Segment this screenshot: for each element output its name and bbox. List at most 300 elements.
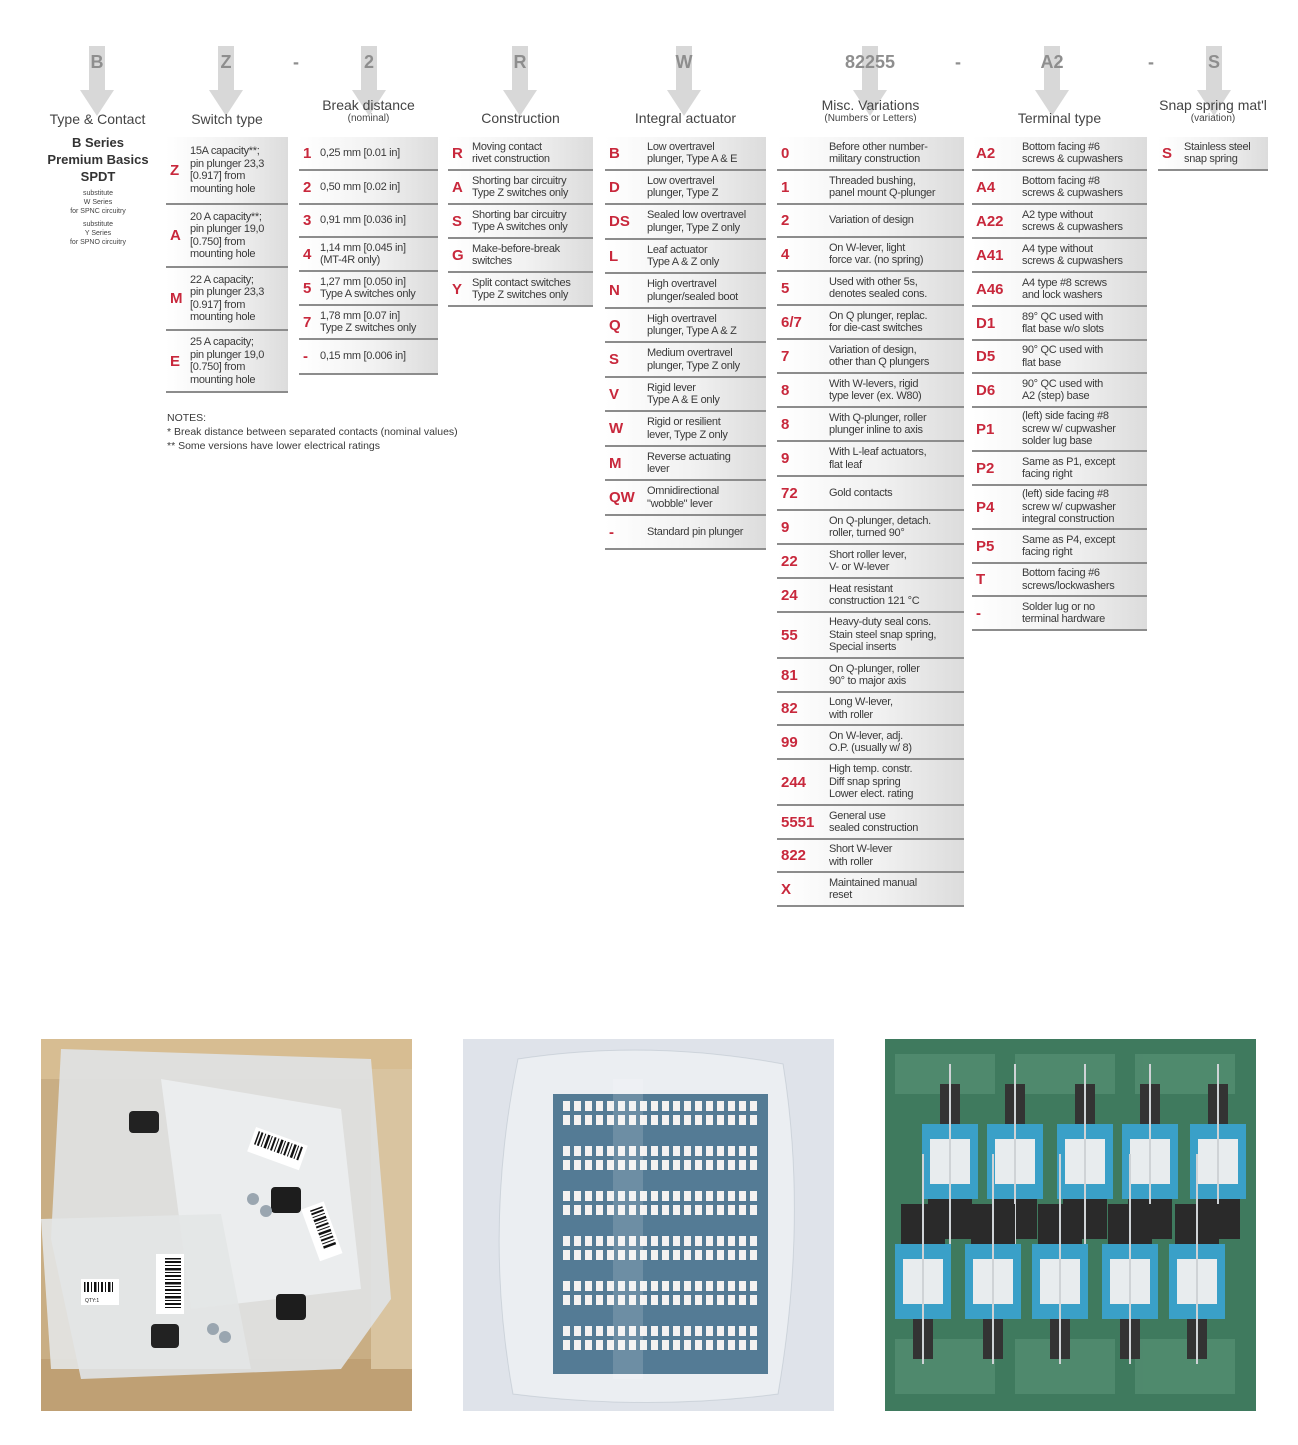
option-description <box>190 336 264 386</box>
option-description <box>829 549 906 574</box>
option-description <box>320 147 400 160</box>
col-title-integral-actuator <box>585 110 786 126</box>
option-row <box>605 309 766 343</box>
part-number-segment: Z <box>220 52 232 72</box>
part-number-separator: - <box>1148 52 1154 72</box>
option-code: Z <box>170 161 180 179</box>
description-line: General use <box>829 809 886 822</box>
description-line: Reverse actuating <box>647 450 731 463</box>
description-line: On Q plunger, replac. <box>829 309 928 322</box>
option-code: V <box>609 385 620 403</box>
option-row <box>1158 137 1268 171</box>
option-code: 24 <box>781 586 798 604</box>
description-line: 1,14 mm [0.045 in] <box>320 241 406 254</box>
description-line: 15A capacity**; <box>190 145 260 157</box>
series-line: B Series <box>71 135 125 150</box>
description-line: Gold contacts <box>829 486 893 499</box>
description-line: 1,78 mm [0.07 in] <box>320 309 400 322</box>
option-row <box>972 273 1147 307</box>
option-row <box>605 378 766 412</box>
type-contact-block <box>38 134 158 247</box>
description-line: Omnidirectional <box>647 485 719 497</box>
table-misc-variations <box>777 137 964 907</box>
description-line: [0.750] from <box>190 235 246 248</box>
option-row <box>166 268 288 331</box>
description-line: 20 A capacity**; <box>190 210 262 223</box>
description-line: Same as P4, except <box>1022 533 1116 546</box>
option-row <box>777 171 964 205</box>
description-line: Type A switches only <box>472 221 568 233</box>
description-line: reset <box>829 889 852 901</box>
description-line: mounting hole <box>190 373 256 386</box>
description-line: V- or W-lever <box>829 561 890 573</box>
option-description <box>829 175 935 200</box>
option-row <box>605 412 766 447</box>
description-line: panel mount Q-plunger <box>829 187 936 199</box>
option-description <box>320 242 406 267</box>
option-description <box>472 277 571 302</box>
description-line: 25 A capacity; <box>190 336 254 348</box>
description-line: [0.750] from <box>190 361 246 373</box>
option-code: A <box>170 227 181 244</box>
option-description <box>190 145 264 195</box>
option-description <box>647 313 737 338</box>
part-number-segment: 2 <box>363 52 374 72</box>
option-row <box>777 306 964 340</box>
table-switch-type <box>166 137 288 393</box>
option-code: 82 <box>781 700 798 717</box>
option-description <box>829 763 913 801</box>
option-row <box>448 137 593 171</box>
option-row <box>777 726 964 760</box>
description-line: Low overtravel <box>647 174 715 187</box>
option-row <box>777 840 964 873</box>
option-description <box>829 515 931 540</box>
column-title-text: Construction <box>481 110 560 126</box>
option-description <box>1022 456 1115 481</box>
option-code: A2 <box>976 144 996 162</box>
option-code: 55 <box>781 626 798 644</box>
option-row <box>166 205 288 268</box>
description-line: pin plunger 23,3 <box>190 286 265 298</box>
notes-title: NOTES: <box>167 412 207 424</box>
description-line: 1,27 mm [0.050 in] <box>320 275 406 288</box>
option-row <box>777 272 964 306</box>
photo-bagged-microswitch-tray <box>463 1039 834 1411</box>
series-line: Premium Basics <box>47 152 149 167</box>
option-description <box>320 350 406 363</box>
option-code: D1 <box>976 314 996 332</box>
part-number-segment: 82255 <box>844 52 896 72</box>
option-code: DS <box>609 213 630 230</box>
description-line: screw w/ cupwasher <box>1022 500 1116 513</box>
description-line: On Q-plunger, roller <box>829 662 920 675</box>
option-code: 9 <box>781 518 790 536</box>
description-line: A2 type without <box>1022 208 1093 221</box>
option-row <box>972 137 1147 171</box>
option-row <box>299 340 438 375</box>
part-number-segment: B <box>90 52 104 72</box>
option-description <box>320 310 416 335</box>
description-line: other than Q plungers <box>829 356 930 368</box>
option-description <box>320 181 400 194</box>
option-code: B <box>609 144 620 162</box>
description-line: High overtravel <box>647 312 717 325</box>
option-row <box>972 307 1147 341</box>
description-line: mounting hole <box>190 311 256 323</box>
notes <box>167 411 458 453</box>
description-line: pin plunger 19,0 <box>190 223 265 235</box>
option-row <box>777 238 964 272</box>
description-line: pin plunger 19,0 <box>190 348 265 361</box>
photo-limit-switches-tray <box>885 1039 1256 1411</box>
description-line: Leaf actuator <box>647 243 708 256</box>
option-description <box>1022 410 1116 448</box>
option-row <box>777 205 964 238</box>
description-line: A4 type #8 screws <box>1022 276 1107 289</box>
column-title-text: Terminal type <box>1017 110 1102 126</box>
description-line: 0,91 mm [0.036 in] <box>320 214 406 227</box>
part-number-segment: A2 <box>1040 52 1064 72</box>
description-line: snap spring <box>1184 153 1238 165</box>
substitute-line: for SPNC circuitry <box>70 208 126 215</box>
option-row <box>299 205 438 238</box>
option-code: - <box>303 348 308 365</box>
option-code: L <box>609 247 619 265</box>
description-line: roller, turned 90° <box>829 527 905 539</box>
option-row <box>972 239 1147 273</box>
option-row <box>448 239 593 273</box>
option-code: 5 <box>303 279 312 297</box>
option-description <box>1022 378 1103 403</box>
description-line: 22 A capacity; <box>190 273 254 286</box>
option-description <box>472 209 568 234</box>
description-line: "wobble" lever <box>647 497 713 510</box>
column-title-text: Misc. Variations <box>821 97 920 113</box>
option-code: 22 <box>781 552 798 570</box>
option-description <box>829 276 927 301</box>
option-row <box>777 579 964 613</box>
description-line: With Q-plunger, roller <box>829 411 927 424</box>
option-code: D6 <box>976 381 996 399</box>
substitute-line: W Series <box>83 199 113 206</box>
description-line: Type Z switches only <box>472 187 569 199</box>
option-description <box>190 211 264 261</box>
option-row <box>777 659 964 693</box>
table-integral-actuator <box>605 137 766 550</box>
option-description <box>190 274 264 324</box>
option-description <box>829 214 914 227</box>
option-description <box>829 310 927 335</box>
description-line: with roller <box>829 855 873 868</box>
description-line: screws & cupwashers <box>1022 255 1123 267</box>
part-number-segment: R <box>513 52 527 72</box>
description-line: Low overtravel <box>647 140 715 153</box>
option-row <box>777 137 964 171</box>
col-title-terminal-type <box>952 110 1167 126</box>
description-line: plunger/sealed boot <box>647 290 738 303</box>
option-row <box>605 516 766 550</box>
col-title-type-contact <box>40 111 155 127</box>
substitute-line: substitute <box>83 221 113 228</box>
option-code: W <box>609 420 624 437</box>
description-line: Short roller lever, <box>829 548 907 561</box>
option-row <box>972 564 1147 597</box>
option-row <box>605 240 766 274</box>
option-row <box>972 452 1147 486</box>
option-row <box>777 873 964 907</box>
option-code: 7 <box>781 347 790 365</box>
option-description <box>829 412 926 437</box>
description-line: With L-leaf actuators, <box>829 446 927 458</box>
option-code: N <box>609 282 620 299</box>
option-code: R <box>452 144 463 162</box>
description-line: 89° QC used with <box>1022 310 1103 323</box>
description-line: screws & cupwashers <box>1022 187 1123 199</box>
option-description <box>829 696 893 721</box>
option-row <box>605 137 766 171</box>
option-row <box>777 613 964 659</box>
option-description <box>829 843 892 868</box>
option-description <box>1184 141 1250 166</box>
description-line: On Q-plunger, detach. <box>829 514 931 527</box>
option-description <box>1022 534 1115 559</box>
option-code: 4 <box>303 245 312 263</box>
description-line: facing right <box>1022 546 1073 558</box>
option-row <box>166 331 288 393</box>
description-line: Heavy-duty seal cons. <box>829 616 931 629</box>
description-line: mounting hole <box>190 248 256 260</box>
option-description <box>1022 243 1123 268</box>
description-line: Rigid or resilient <box>647 416 721 428</box>
option-code: 1 <box>781 178 790 196</box>
part-number-segment: S <box>1207 52 1220 72</box>
option-code: S <box>609 351 620 368</box>
description-line: Variation of design <box>829 214 914 227</box>
description-line: plunger, Type A & E <box>647 153 738 165</box>
description-line: [0.917] from <box>190 170 246 182</box>
description-line: Heat resistant <box>829 582 893 595</box>
description-line: Rigid lever <box>647 381 696 394</box>
substitute-line: Y Series <box>84 230 112 237</box>
description-line: Type Z switches only <box>320 322 417 334</box>
option-code: 81 <box>781 666 798 684</box>
description-line: integral construction <box>1022 513 1115 526</box>
description-line: plunger, Type A & Z <box>647 325 737 337</box>
option-code: 1 <box>303 144 312 162</box>
option-description <box>647 416 728 441</box>
option-code: 5551 <box>781 813 815 831</box>
table-construction <box>448 137 593 307</box>
option-code: 6/7 <box>781 313 802 331</box>
description-line: Type A & Z only <box>647 256 719 268</box>
option-code: A4 <box>976 178 996 196</box>
option-code: S <box>1162 144 1173 162</box>
description-line: Type A switches only <box>320 288 416 300</box>
option-description <box>1022 311 1104 336</box>
description-line: Before other number- <box>829 140 928 153</box>
option-description <box>472 141 550 166</box>
option-description <box>829 487 892 500</box>
description-line: and lock washers <box>1022 289 1103 301</box>
option-code: P1 <box>976 420 995 438</box>
option-row <box>605 447 766 481</box>
description-line: Make-before-break <box>472 242 560 255</box>
description-line: Solder lug or no <box>1022 600 1095 613</box>
option-code: 4 <box>781 245 790 263</box>
description-line: screw w/ cupwasher <box>1022 422 1116 435</box>
option-description <box>829 344 929 369</box>
option-code: 99 <box>781 733 798 751</box>
option-description <box>829 810 918 835</box>
option-code: D <box>609 178 620 196</box>
option-code: 9 <box>781 450 790 467</box>
option-description <box>829 141 928 166</box>
description-line: 0,50 mm [0.02 in] <box>320 180 400 193</box>
option-row <box>448 205 593 239</box>
column-title-text: Integral actuator <box>634 110 737 126</box>
description-line: Variation of design, <box>829 343 917 356</box>
description-line: A4 type without <box>1022 242 1093 255</box>
option-description <box>647 278 738 303</box>
option-row <box>972 408 1147 452</box>
option-description <box>647 175 718 200</box>
option-row <box>605 205 766 240</box>
description-line: (MT-4R only) <box>320 254 380 266</box>
description-line: Type Z switches only <box>472 289 569 301</box>
option-description <box>829 730 912 755</box>
description-line: (left) side facing #8 <box>1022 410 1109 423</box>
option-row <box>777 442 964 477</box>
option-description <box>647 209 746 234</box>
column-subtitle: (Numbers or Letters) <box>824 113 917 124</box>
option-description <box>647 244 719 269</box>
column-subtitle: (nominal) <box>347 113 390 124</box>
series-line: SPDT <box>80 169 116 184</box>
option-row <box>777 408 964 442</box>
option-code: G <box>452 246 464 264</box>
description-line: Threaded bushing, <box>829 174 916 187</box>
option-row <box>777 545 964 579</box>
type-contact-title: Type & Contact <box>49 111 146 127</box>
column-title-text: Break distance <box>322 97 415 113</box>
table-terminal-type <box>972 137 1147 631</box>
option-description <box>829 242 923 267</box>
description-line: (left) side facing #8 <box>1022 488 1109 501</box>
option-code: 822 <box>781 847 807 864</box>
part-number-separator: - <box>955 52 961 72</box>
option-row <box>777 693 964 726</box>
option-description <box>647 141 737 166</box>
option-code: 7 <box>303 313 312 331</box>
option-description <box>1022 141 1123 166</box>
description-line: flat leaf <box>829 458 862 471</box>
option-code: M <box>170 290 183 307</box>
description-line: High temp. constr. <box>829 763 913 776</box>
option-row <box>299 171 438 205</box>
description-line: plunger, Type Z only <box>647 221 740 234</box>
option-description <box>1022 277 1107 302</box>
option-row <box>299 306 438 340</box>
option-code: D5 <box>976 348 996 365</box>
box-photo-illustration <box>41 1039 412 1411</box>
note-line: ** Some versions have lower electrical ratings <box>167 440 381 452</box>
option-row <box>777 760 964 806</box>
description-line: switches <box>472 255 512 267</box>
description-line: type lever (ex. W80) <box>829 390 922 402</box>
option-code: - <box>609 523 614 541</box>
description-line: Same as P1, except <box>1022 455 1116 468</box>
description-line: screws & cupwashers <box>1022 221 1123 233</box>
option-row <box>972 597 1147 631</box>
description-line: Sealed low overtravel <box>647 209 746 221</box>
description-line: military construction <box>829 153 920 165</box>
option-code: A <box>452 178 463 196</box>
column-subtitle: (variation) <box>1190 113 1236 124</box>
option-description <box>829 877 917 902</box>
description-line: Shorting bar circuitry <box>472 174 567 187</box>
description-line: O.P. (usually w/ 8) <box>829 742 912 754</box>
column-title-text: Switch type <box>191 111 263 127</box>
option-code: 2 <box>303 178 312 196</box>
table-snap-spring <box>1158 137 1268 171</box>
description-line: High overtravel <box>647 278 717 290</box>
option-code: - <box>976 604 981 622</box>
description-line: Medium overtravel <box>647 347 733 359</box>
option-description <box>1022 344 1103 369</box>
option-row <box>605 171 766 205</box>
option-code: X <box>781 880 792 898</box>
description-line: pin plunger 23,3 <box>190 157 265 170</box>
option-row <box>299 272 438 306</box>
description-line: flat base w/o slots <box>1022 323 1104 335</box>
option-code: 72 <box>781 484 798 502</box>
option-row <box>972 530 1147 564</box>
option-code: Q <box>609 316 621 334</box>
description-line: plunger inline to axis <box>829 424 923 436</box>
option-row <box>777 511 964 545</box>
option-row <box>777 340 964 374</box>
option-code: A46 <box>976 280 1004 298</box>
description-line: 0,15 mm [0.006 in] <box>320 350 406 363</box>
option-description <box>829 446 926 471</box>
description-line: 90° QC used with <box>1022 344 1103 356</box>
option-row <box>299 137 438 171</box>
option-description <box>1022 209 1123 234</box>
option-description <box>1022 488 1116 526</box>
option-description <box>1022 175 1123 200</box>
option-description <box>1022 567 1114 592</box>
description-line: sealed construction <box>829 822 919 834</box>
description-line: On W-lever, light <box>829 241 906 254</box>
description-line: Split contact switches <box>472 276 571 289</box>
option-code: QW <box>609 489 635 506</box>
description-line: Standard pin plunger <box>647 525 744 538</box>
option-row <box>972 486 1147 530</box>
option-description <box>472 175 568 200</box>
part-number-segment: W <box>675 52 693 72</box>
limit-switch-photo-illustration <box>885 1039 1256 1411</box>
description-line: construction 121 °C <box>829 595 920 607</box>
option-description <box>647 382 720 407</box>
option-code: 8 <box>781 381 790 399</box>
note-line: * Break distance between separated contacts (nominal values) <box>167 426 458 438</box>
option-description <box>320 276 416 301</box>
option-description <box>647 526 743 539</box>
description-line: Shorting bar circuitry <box>472 208 567 221</box>
description-line: 0,25 mm [0.01 in] <box>320 146 400 159</box>
description-line: Short W-lever <box>829 843 893 855</box>
